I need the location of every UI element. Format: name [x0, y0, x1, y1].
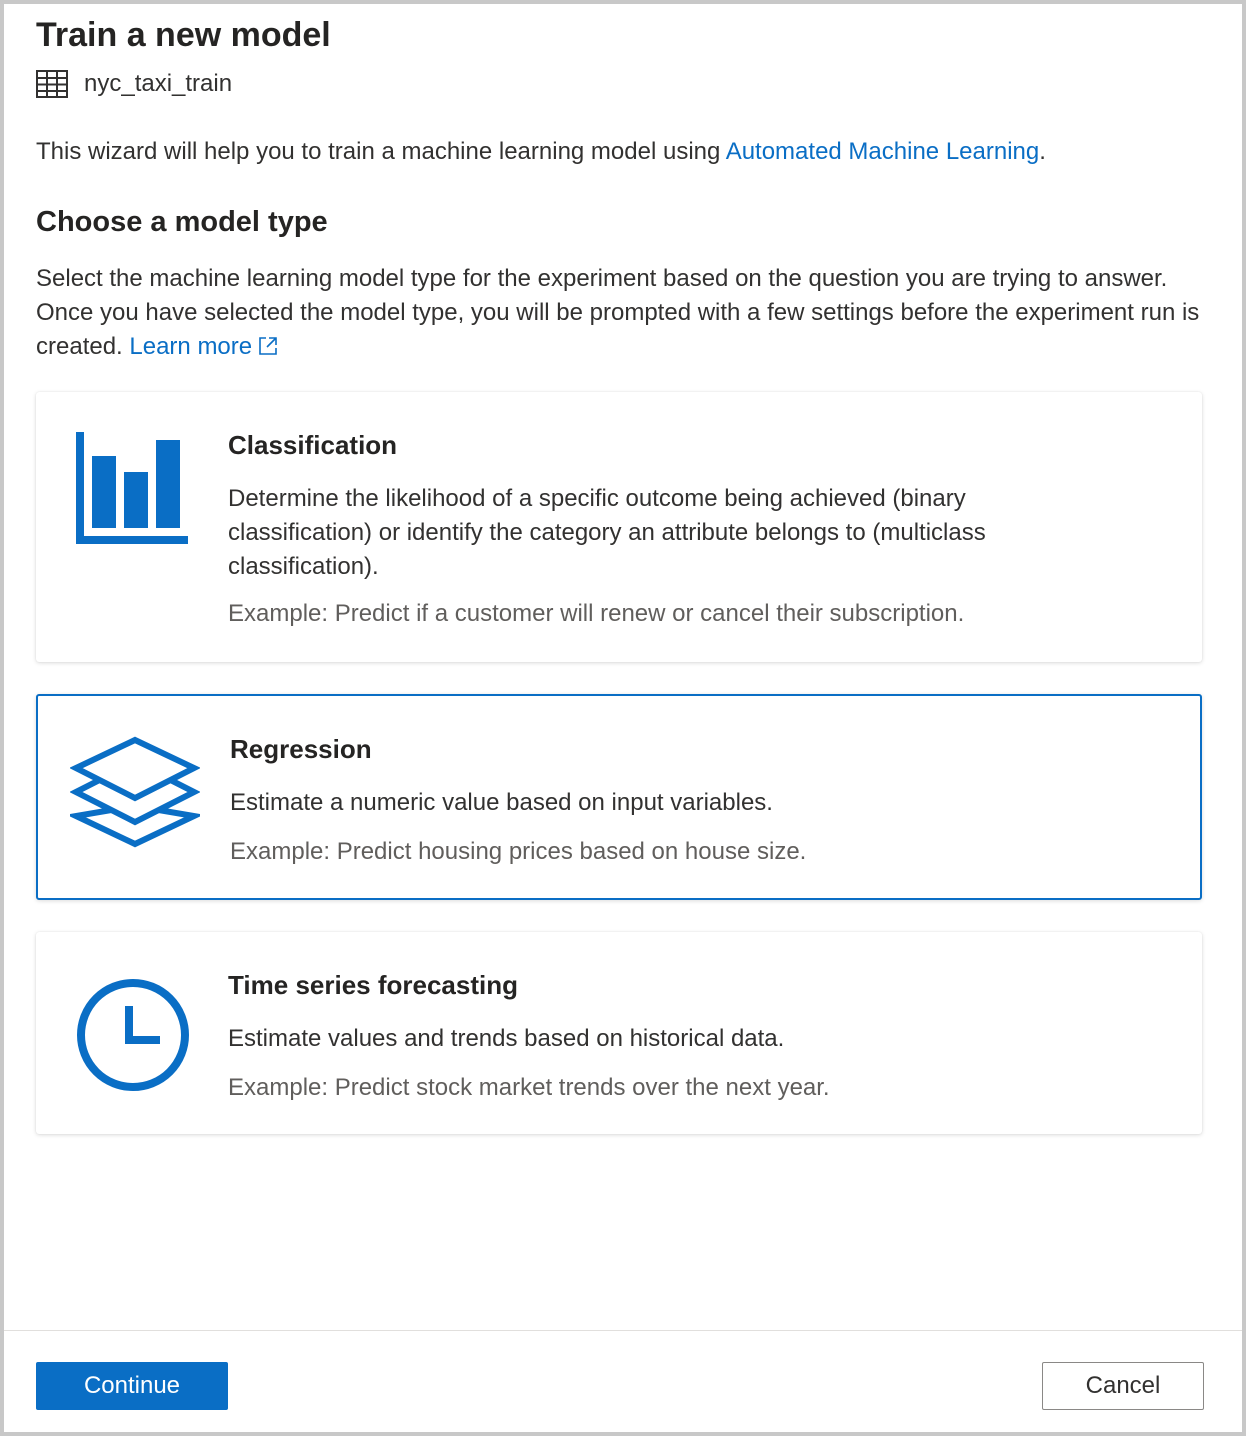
card-description: Estimate a numeric value based on input variables. — [230, 789, 773, 816]
layers-icon — [70, 736, 200, 848]
continue-button[interactable]: Continue — [36, 1362, 228, 1410]
section-description-text: Select the machine learning model type for the experiment based on the question you are trying to answer. Once you have selected the model type, you will be prompted with a few settings before the experiment run is created. — [36, 265, 1200, 360]
train-model-panel — [4, 4, 1242, 1432]
intro-suffix: . — [1039, 138, 1046, 165]
card-example: Example: Predict housing prices based on house size. — [230, 838, 807, 865]
automl-link[interactable]: Automated Machine Learning — [725, 138, 1040, 165]
section-description — [36, 262, 1206, 364]
card-example: Example: Predict stock market trends over the next year. — [228, 1074, 830, 1101]
table-icon — [36, 70, 68, 98]
card-description: Determine the likelihood of a specific outcome being achieved (binary classification) or identify the category an attribute belongs to (multiclass classification). — [228, 485, 986, 580]
model-type-card-regression[interactable] — [36, 694, 1202, 900]
card-example: Example: Predict if a customer will renew or cancel their subscription. — [228, 600, 965, 627]
learn-more-link[interactable] — [129, 333, 278, 360]
intro-text — [36, 138, 1046, 166]
external-link-icon — [258, 336, 278, 356]
bar-chart-icon — [76, 432, 190, 546]
dataset-label — [36, 70, 232, 98]
card-description: Estimate values and trends based on historical data. — [228, 1025, 785, 1052]
clock-icon — [76, 978, 190, 1092]
footer-divider — [4, 1330, 1242, 1331]
card-title: Time series forecasting — [228, 970, 518, 1000]
model-type-card-time-series[interactable] — [36, 932, 1202, 1134]
model-type-card-classification[interactable] — [36, 392, 1202, 662]
page-title: Train a new model — [36, 16, 331, 54]
learn-more-label: Learn more — [129, 333, 253, 360]
dataset-name: nyc_taxi_train — [84, 70, 233, 97]
section-title: Choose a model type — [36, 206, 328, 238]
card-title: Regression — [230, 734, 372, 764]
intro-body: This wizard will help you to train a machine learning model using — [36, 138, 726, 165]
cancel-button[interactable]: Cancel — [1042, 1362, 1204, 1410]
card-title: Classification — [228, 430, 398, 460]
